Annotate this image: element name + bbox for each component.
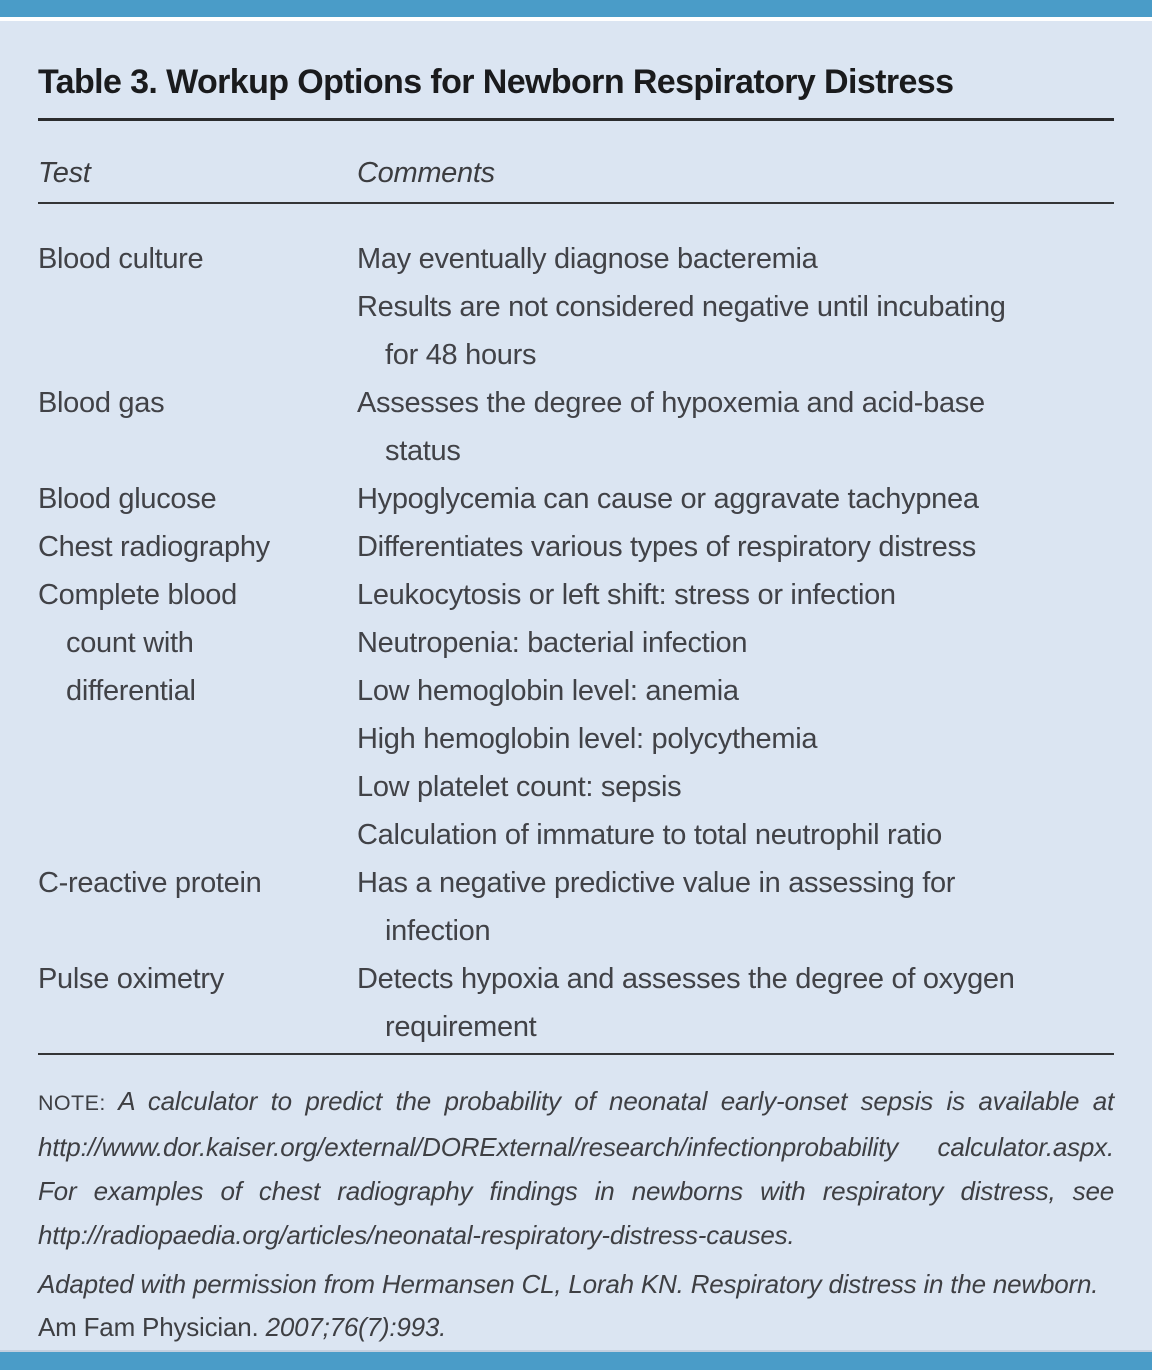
test-cell	[38, 475, 357, 523]
table-row	[38, 859, 1114, 955]
note-text: A calculator to predict the probability of neonatal early-onset sepsis is available at http://www.dor.kaiser.org/external/DORExternal/research/infectionprobability calculator.aspx. For examples of chest radiography findings in newborns with respiratory distress, see http://radiopaedia.org/articles/neonatal-respiratory-distress-causes.	[38, 1086, 1114, 1250]
table-row	[38, 379, 1114, 475]
table-panel	[0, 21, 1152, 1350]
test-label-line: count with	[66, 627, 194, 659]
comments-cell	[357, 571, 1114, 859]
table-bottom-divider	[38, 1053, 1114, 1055]
comment-line: Low hemoglobin level: anemia	[357, 675, 739, 707]
bottom-accent-bar	[0, 1350, 1152, 1370]
test-cell	[38, 379, 357, 475]
comment-line: Assesses the degree of hypoxemia and acid-base	[357, 387, 985, 419]
test-label-line: differential	[66, 675, 196, 707]
comment-line: requirement	[385, 1011, 537, 1043]
footnotes	[38, 1079, 1114, 1349]
test-label-line: C-reactive protein	[38, 867, 262, 899]
comment-line: Hypoglycemia can cause or aggravate tachypnea	[357, 483, 979, 515]
citation-footnote	[38, 1263, 1114, 1349]
table-title: Table 3. Workup Options for Newborn Respiratory Distress	[38, 63, 954, 101]
comment-line: High hemoglobin level: polycythemia	[357, 723, 818, 755]
test-cell	[38, 523, 357, 571]
comment-line: Neutropenia: bacterial infection	[357, 627, 748, 659]
test-label-line: Chest radiography	[38, 531, 270, 563]
table-row	[38, 571, 1114, 859]
test-label-line: Blood gas	[38, 387, 165, 419]
table-row	[38, 475, 1114, 523]
comments-cell	[357, 379, 1114, 475]
table-row	[38, 955, 1114, 1051]
header-divider	[38, 202, 1114, 204]
citation-segment: Am Fam Physician.	[38, 1312, 266, 1342]
comment-line: May eventually diagnose bacteremia	[357, 243, 818, 275]
comment-line: Leukocytosis or left shift: stress or infection	[357, 579, 896, 611]
comments-cell	[357, 859, 1114, 955]
test-cell	[38, 235, 357, 379]
test-cell	[38, 955, 357, 1051]
test-label-line: Blood glucose	[38, 483, 217, 515]
column-header-test: Test	[38, 157, 91, 189]
comment-line: infection	[385, 915, 491, 947]
citation-segment: Adapted with permission from Hermansen CL, Lorah KN. Respiratory distress in the newborn.	[38, 1269, 1099, 1299]
test-cell	[38, 571, 357, 859]
comments-cell	[357, 955, 1114, 1051]
test-label-line: Blood culture	[38, 243, 204, 275]
title-divider	[38, 118, 1114, 121]
column-header-comments: Comments	[357, 157, 495, 189]
table-body	[38, 235, 1114, 1051]
test-label-line: Pulse oximetry	[38, 963, 224, 995]
citation-segment: 2007;76(7):993.	[265, 1312, 447, 1342]
comments-cell	[357, 523, 1114, 571]
comment-line: Low platelet count: sepsis	[357, 771, 682, 803]
comment-line: Has a negative predictive value in assessing for	[357, 867, 956, 899]
comments-cell	[357, 475, 1114, 523]
comment-line: status	[385, 435, 461, 467]
test-cell	[38, 859, 357, 955]
note-label: NOTE:	[38, 1091, 106, 1115]
test-label-line: Complete blood	[38, 579, 237, 611]
comment-line: Results are not considered negative until incubating	[357, 291, 1006, 323]
top-accent-bar	[0, 0, 1152, 17]
comment-line: Detects hypoxia and assesses the degree of oxygen	[357, 963, 1015, 995]
note-footnote	[38, 1079, 1114, 1257]
comment-line: Calculation of immature to total neutrophil ratio	[357, 819, 942, 851]
table-row	[38, 523, 1114, 571]
comment-line: Differentiates various types of respiratory distress	[357, 531, 976, 563]
table-row	[38, 235, 1114, 379]
comments-cell	[357, 235, 1114, 379]
column-header-row	[38, 155, 1114, 191]
comment-line: for 48 hours	[385, 339, 537, 371]
